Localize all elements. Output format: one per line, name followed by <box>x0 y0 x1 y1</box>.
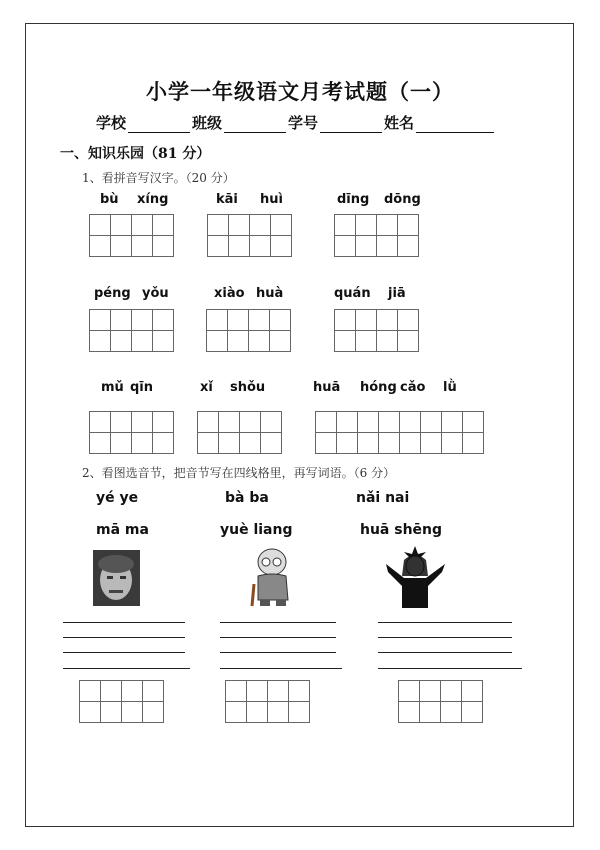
grid-cell[interactable] <box>198 433 219 454</box>
grid-cell[interactable] <box>111 412 132 433</box>
grid-cell[interactable] <box>90 433 111 454</box>
grid-cell[interactable] <box>421 433 442 454</box>
grid-cell[interactable] <box>356 215 377 236</box>
pinyin: xiào <box>214 286 245 301</box>
grid-cell[interactable] <box>356 331 377 352</box>
school-blank[interactable] <box>128 118 190 133</box>
grid-cell[interactable] <box>153 310 174 331</box>
four-line-grid-line <box>378 622 512 623</box>
grid-cell[interactable] <box>207 331 228 352</box>
four-line-grid-line <box>63 622 185 623</box>
grid-cell[interactable] <box>358 412 379 433</box>
grid-cell[interactable] <box>240 433 261 454</box>
grid-cell[interactable] <box>398 331 419 352</box>
grid-cell[interactable] <box>250 215 271 236</box>
grid-cell[interactable] <box>270 310 291 331</box>
writing-grid[interactable] <box>334 309 419 352</box>
pinyin: huā <box>313 380 341 395</box>
student-number-label: 学号 <box>288 114 319 132</box>
four-line-grid-line <box>378 668 522 669</box>
grid-cell[interactable] <box>261 412 282 433</box>
pinyin: cǎo <box>400 380 426 395</box>
grid-cell[interactable] <box>132 310 153 331</box>
grid-cell[interactable] <box>316 412 337 433</box>
name-blank[interactable] <box>416 118 494 133</box>
grid-cell[interactable] <box>228 310 249 331</box>
pinyin: shǒu <box>230 380 266 395</box>
pinyin: kāi <box>216 192 238 207</box>
grid-cell[interactable] <box>379 433 400 454</box>
grid-cell[interactable] <box>226 702 247 723</box>
class-label: 班级 <box>192 114 223 132</box>
syllable-option: huā shēng <box>360 522 443 538</box>
grid-cell[interactable] <box>399 681 420 702</box>
grid-cell[interactable] <box>219 433 240 454</box>
four-line-grid-line <box>220 622 336 623</box>
four-line-grid-line <box>220 652 336 653</box>
grid-cell[interactable] <box>111 310 132 331</box>
grid-cell[interactable] <box>122 681 143 702</box>
grid-cell[interactable] <box>240 412 261 433</box>
name-label: 姓名 <box>384 114 415 132</box>
grid-cell[interactable] <box>111 331 132 352</box>
grid-cell[interactable] <box>335 236 356 257</box>
grid-cell[interactable] <box>90 331 111 352</box>
grid-cell[interactable] <box>226 681 247 702</box>
syllable-option: nǎi nai <box>356 490 410 506</box>
grid-cell[interactable] <box>153 433 174 454</box>
grid-cell[interactable] <box>379 412 400 433</box>
grid-cell[interactable] <box>420 681 441 702</box>
grid-cell[interactable] <box>270 331 291 352</box>
grid-cell[interactable] <box>153 331 174 352</box>
grid-cell[interactable] <box>198 412 219 433</box>
grid-cell[interactable] <box>90 412 111 433</box>
pinyin: mǔ <box>101 380 124 395</box>
writing-grid[interactable] <box>315 411 484 454</box>
grid-cell[interactable] <box>208 236 229 257</box>
grid-cell[interactable] <box>143 702 164 723</box>
pinyin: qīn <box>130 380 154 395</box>
syllable-option: yé ye <box>96 490 139 506</box>
grid-cell[interactable] <box>335 215 356 236</box>
grid-cell[interactable] <box>271 215 292 236</box>
pinyin: bù <box>100 192 119 207</box>
grid-cell[interactable] <box>122 702 143 723</box>
grid-cell[interactable] <box>261 433 282 454</box>
grid-cell[interactable] <box>400 412 421 433</box>
grid-cell[interactable] <box>377 310 398 331</box>
class-blank[interactable] <box>224 118 286 133</box>
grid-cell[interactable] <box>356 310 377 331</box>
four-line-grid-line <box>220 668 342 669</box>
section-heading: 一、知识乐园（81 分） <box>60 146 211 162</box>
grid-cell[interactable] <box>377 215 398 236</box>
grid-cell[interactable] <box>289 681 310 702</box>
grid-cell[interactable] <box>132 236 153 257</box>
pinyin: hóng <box>360 380 397 395</box>
grid-cell[interactable] <box>101 702 122 723</box>
grid-cell[interactable] <box>442 412 463 433</box>
grid-cell[interactable] <box>249 331 270 352</box>
grid-cell[interactable] <box>337 433 358 454</box>
pinyin: huì <box>260 192 283 207</box>
question-2-prompt: 2、看图选音节，把音节写在四线格里，再写词语。（6 分） <box>82 466 396 480</box>
grid-cell[interactable] <box>153 236 174 257</box>
student-info-line <box>96 112 496 133</box>
grid-cell[interactable] <box>247 681 268 702</box>
grid-cell[interactable] <box>219 412 240 433</box>
four-line-grid-line <box>378 652 512 653</box>
woman-silhouette-icon <box>384 546 447 608</box>
grid-cell[interactable] <box>463 412 484 433</box>
grid-cell[interactable] <box>90 215 111 236</box>
grid-cell[interactable] <box>289 702 310 723</box>
grid-cell[interactable] <box>208 215 229 236</box>
grid-cell[interactable] <box>132 412 153 433</box>
writing-grid[interactable] <box>89 411 174 454</box>
grid-cell[interactable] <box>441 681 462 702</box>
grid-cell[interactable] <box>268 681 289 702</box>
pinyin: jiā <box>388 286 406 301</box>
grid-cell[interactable] <box>101 681 122 702</box>
grid-cell[interactable] <box>400 433 421 454</box>
grid-cell[interactable] <box>462 681 483 702</box>
grid-cell[interactable] <box>463 433 484 454</box>
question-1-prompt: 1、看拼音写汉字。（20 分） <box>82 171 235 185</box>
writing-grid[interactable] <box>206 309 291 352</box>
old-man-with-cane-icon <box>246 546 298 608</box>
syllable-option: yuè liang <box>220 522 293 538</box>
grid-cell[interactable] <box>398 236 419 257</box>
grid-cell[interactable] <box>335 310 356 331</box>
grid-cell[interactable] <box>462 702 483 723</box>
writing-grid[interactable] <box>398 680 483 723</box>
four-line-grid-line <box>220 637 336 638</box>
grid-cell[interactable] <box>90 236 111 257</box>
writing-grid[interactable] <box>207 214 292 257</box>
grid-cell[interactable] <box>356 236 377 257</box>
writing-grid[interactable] <box>197 411 282 454</box>
grid-cell[interactable] <box>442 433 463 454</box>
grid-cell[interactable] <box>80 681 101 702</box>
four-line-grid-line <box>63 668 190 669</box>
grid-cell[interactable] <box>153 215 174 236</box>
four-line-grid-line <box>63 652 185 653</box>
pinyin: xíng <box>137 192 169 207</box>
pinyin: yǒu <box>142 286 169 301</box>
writing-grid[interactable] <box>225 680 310 723</box>
page-title: 小学一年级语文月考试题（一） <box>146 79 454 104</box>
grid-cell[interactable] <box>377 331 398 352</box>
grid-cell[interactable] <box>420 702 441 723</box>
grid-cell[interactable] <box>268 702 289 723</box>
four-line-grid-line <box>378 637 512 638</box>
grid-cell[interactable] <box>229 215 250 236</box>
grid-cell[interactable] <box>337 412 358 433</box>
grid-cell[interactable] <box>316 433 337 454</box>
pinyin: dīng <box>337 192 370 207</box>
writing-grid[interactable] <box>334 214 419 257</box>
syllable-option: mā ma <box>96 522 149 538</box>
grid-cell[interactable] <box>271 236 292 257</box>
grid-cell[interactable] <box>207 310 228 331</box>
grid-cell[interactable] <box>399 702 420 723</box>
pinyin: dōng <box>384 192 421 207</box>
syllable-option: bà ba <box>225 490 269 506</box>
grid-cell[interactable] <box>153 412 174 433</box>
grid-cell[interactable] <box>132 433 153 454</box>
grid-cell[interactable] <box>132 215 153 236</box>
grid-cell[interactable] <box>90 310 111 331</box>
grid-cell[interactable] <box>111 215 132 236</box>
grid-cell[interactable] <box>229 236 250 257</box>
grid-cell[interactable] <box>247 702 268 723</box>
grid-cell[interactable] <box>111 236 132 257</box>
grid-cell[interactable] <box>228 331 249 352</box>
grid-cell[interactable] <box>398 215 419 236</box>
pinyin: quán <box>334 286 371 301</box>
pinyin: huà <box>256 286 284 301</box>
grid-cell[interactable] <box>441 702 462 723</box>
writing-grid[interactable] <box>89 214 174 257</box>
grid-cell[interactable] <box>249 310 270 331</box>
writing-grid[interactable] <box>89 309 174 352</box>
grid-cell[interactable] <box>143 681 164 702</box>
grid-cell[interactable] <box>358 433 379 454</box>
grid-cell[interactable] <box>335 331 356 352</box>
school-label: 学校 <box>96 114 127 132</box>
grid-cell[interactable] <box>398 310 419 331</box>
grid-cell[interactable] <box>421 412 442 433</box>
grid-cell[interactable] <box>132 331 153 352</box>
grid-cell[interactable] <box>250 236 271 257</box>
pinyin: lǜ <box>443 380 457 395</box>
grid-cell[interactable] <box>111 433 132 454</box>
student-number-blank[interactable] <box>320 118 382 133</box>
old-woman-photo <box>93 550 140 606</box>
writing-grid[interactable] <box>79 680 164 723</box>
four-line-grid-line <box>63 637 185 638</box>
grid-cell[interactable] <box>80 702 101 723</box>
grid-cell[interactable] <box>377 236 398 257</box>
pinyin: xǐ <box>200 380 213 395</box>
pinyin: péng <box>94 286 131 301</box>
